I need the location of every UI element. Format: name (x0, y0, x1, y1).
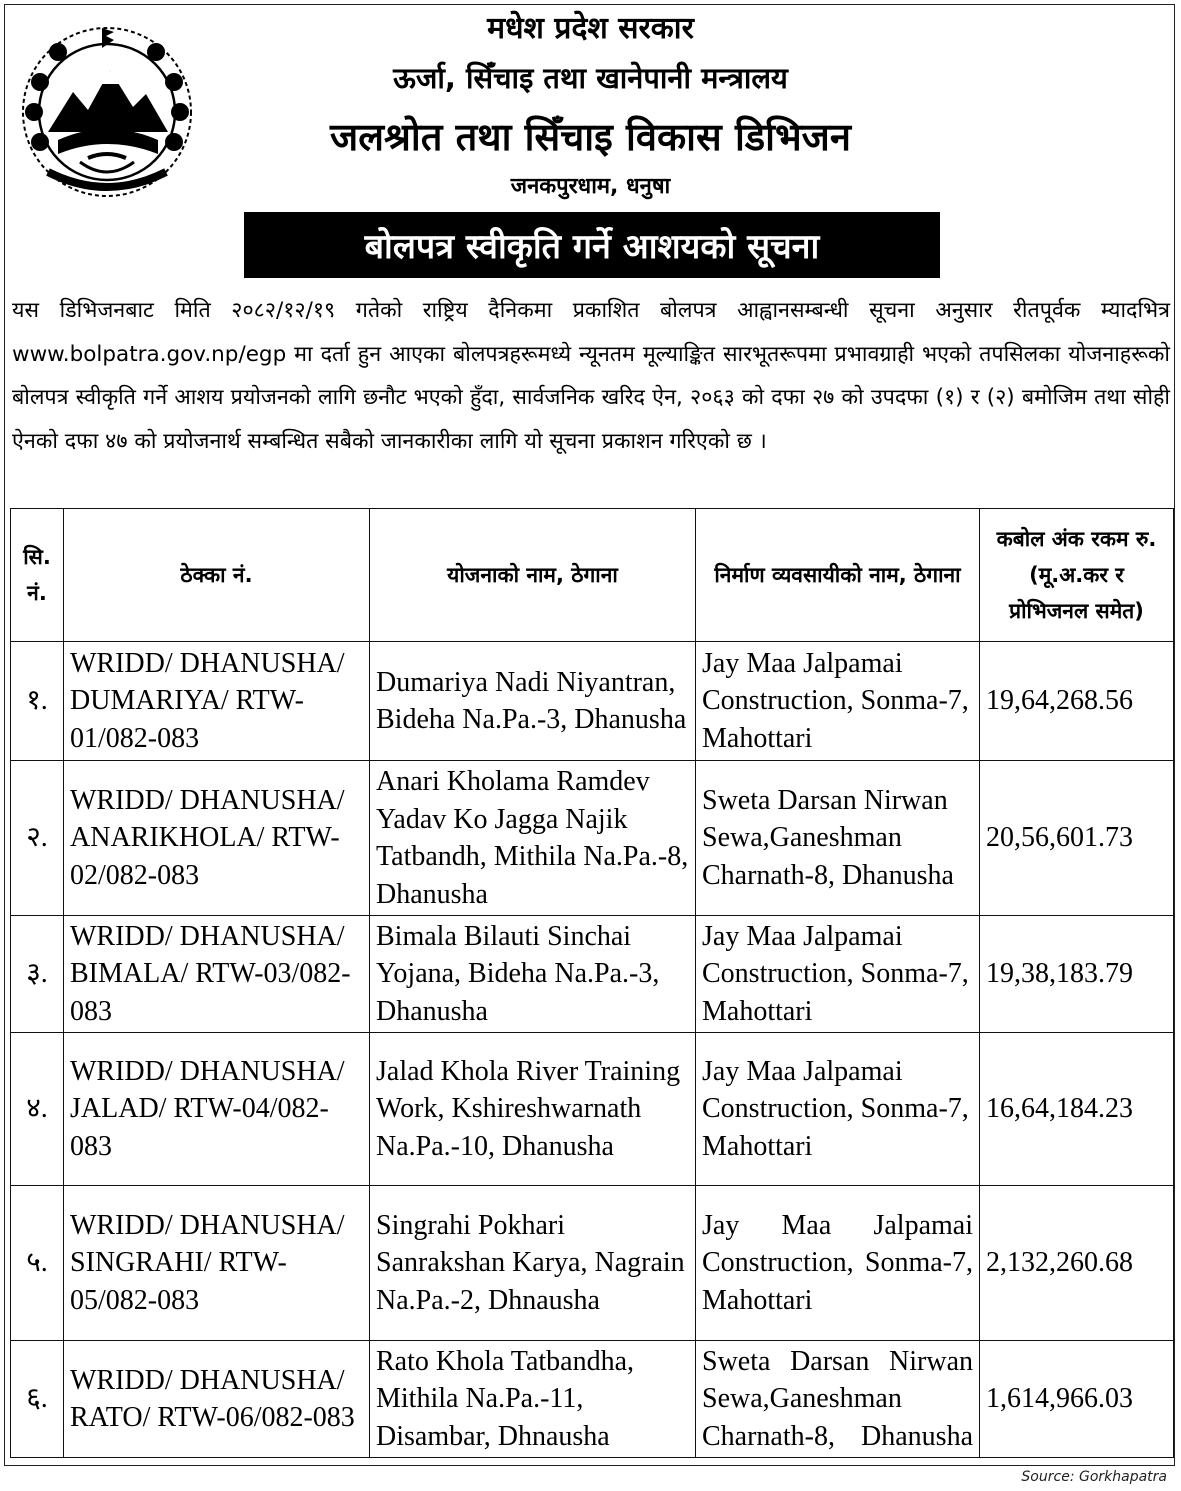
row-project: Anari Kholama Ramdev Yadav Ko Jagga Najik Tatbandh, Mithila Na.Pa.-8, Dhanusha (370, 761, 696, 916)
row-project: Dumariya Nadi Niyantran, Bideha Na.Pa.-3, Dhanusha (370, 642, 696, 761)
row-contractor: Jay Maa Jalpamai Construction, Sonma-7, Mahottari (696, 1033, 980, 1186)
notice-title (244, 212, 940, 278)
tender-table (10, 508, 1174, 1458)
division-name: जलश्रोत तथा सिँचाइ विकास डिभिजन (330, 115, 851, 159)
header-project: योजनाको नाम, ठेगाना (370, 509, 696, 642)
row-sn: ५. (11, 1186, 64, 1341)
row-sn: ३. (11, 916, 64, 1033)
row-contractor: Sweta Darsan Nirwan Sewa,Ganeshman Charnath-8, Dhanusha (696, 761, 980, 916)
row-amount: 19,64,268.56 (980, 642, 1174, 761)
table-header-row (11, 509, 1174, 642)
row-contractor: Jay Maa Jalpamai Construction, Sonma-7, Mahottari (696, 916, 980, 1033)
row-amount: 20,56,601.73 (980, 761, 1174, 916)
header-amount: कबोल अंक रकम रु. (मू.अ.कर र प्रोभिजनल समेत) (980, 509, 1174, 642)
row-contractor: Sweta Darsan Nirwan Sewa,Ganeshman Charnath-8, Dhanusha (696, 1341, 980, 1458)
table-row (11, 1186, 1174, 1341)
table-row (11, 1341, 1174, 1458)
table-row (11, 1033, 1174, 1186)
row-amount: 1,614,966.03 (980, 1341, 1174, 1458)
row-sn: ४. (11, 1033, 64, 1186)
row-contract: WRIDD/ DHANUSHA/ RATO/ RTW-06/082-083 (64, 1341, 370, 1458)
row-contract: WRIDD/ DHANUSHA/ ANARIKHOLA/ RTW-02/082-083 (64, 761, 370, 916)
table-row (11, 761, 1174, 916)
table-row (11, 642, 1174, 761)
row-amount: 16,64,184.23 (980, 1033, 1174, 1186)
row-project: Singrahi Pokhari Sanrakshan Karya, Nagrain Na.Pa.-2, Dhnausha (370, 1186, 696, 1341)
source-credit: Source: Gorkhapatra (1021, 1469, 1167, 1485)
header-sn: सि. नं. (11, 509, 64, 642)
row-contractor: Jay Maa Jalpamai Construction, Sonma-7, Mahottari (696, 1186, 980, 1341)
row-sn: ६. (11, 1341, 64, 1458)
row-contract: WRIDD/ DHANUSHA/ DUMARIYA/ RTW-01/082-083 (64, 642, 370, 761)
government-name: मधेश प्रदेश सरकार (487, 11, 694, 46)
row-sn: १. (11, 642, 64, 761)
row-amount: 2,132,260.68 (980, 1186, 1174, 1341)
notice-title-text: बोलपत्र स्वीकृति गर्ने आशयको सूचना (364, 227, 820, 267)
notice-body: यस डिभिजनबाट मिति २०८२/१२/१९ गतेको राष्ट्रिय दैनिकमा प्रकाशित बोलपत्र आह्वानसम्बन्धी सूचना अनुसार रीतपूर्वक म्यादभित्र www.bolpatra.gov.np/egp मा दर्ता हुन आएका बोलपत्रहरूमध्ये न्यूनतम मूल्याङ्कित सारभूतरूपमा प्रभावग्राही भएको तपसिलका योजनाहरूको बोलपत्र स्वीकृति गर्ने आशय प्रयोजनको लागि छनौट भएको हुँदा, सार्वजनिक खरिद ऐन, २०६३ को दफा २७ को उपदफा (१) र (२) बमोजिम तथा सोही ऐनको दफा ४७ को प्रयोजनार्थ सम्बन्धित सबैको जानकारीका लागि यो सूचना प्रकाशन गरिएको छ । (12, 298, 1170, 454)
row-contract: WRIDD/ DHANUSHA/ JALAD/ RTW-04/082-083 (64, 1033, 370, 1186)
row-contract: WRIDD/ DHANUSHA/ SINGRAHI/ RTW-05/082-083 (64, 1186, 370, 1341)
office-location: जनकपुरधाम, धनुषा (510, 174, 671, 199)
header-contract: ठेक्का नं. (64, 509, 370, 642)
ministry-name: ऊर्जा, सिँचाइ तथा खानेपानी मन्त्रालय (393, 61, 788, 95)
row-project: Rato Khola Tatbandha, Mithila Na.Pa.-11, Disambar, Dhnausha (370, 1341, 696, 1458)
row-project: Bimala Bilauti Sinchai Yojana, Bideha Na.Pa.-3, Dhanusha (370, 916, 696, 1033)
table-row (11, 916, 1174, 1033)
row-contract: WRIDD/ DHANUSHA/ BIMALA/ RTW-03/082-083 (64, 916, 370, 1033)
row-project: Jalad Khola River Training Work, Kshireshwarnath Na.Pa.-10, Dhanusha (370, 1033, 696, 1186)
row-sn: २. (11, 761, 64, 916)
row-contractor: Jay Maa Jalpamai Construction, Sonma-7, Mahottari (696, 642, 980, 761)
row-amount: 19,38,183.79 (980, 916, 1174, 1033)
header-contractor: निर्माण व्यवसायीको नाम, ठेगाना (696, 509, 980, 642)
